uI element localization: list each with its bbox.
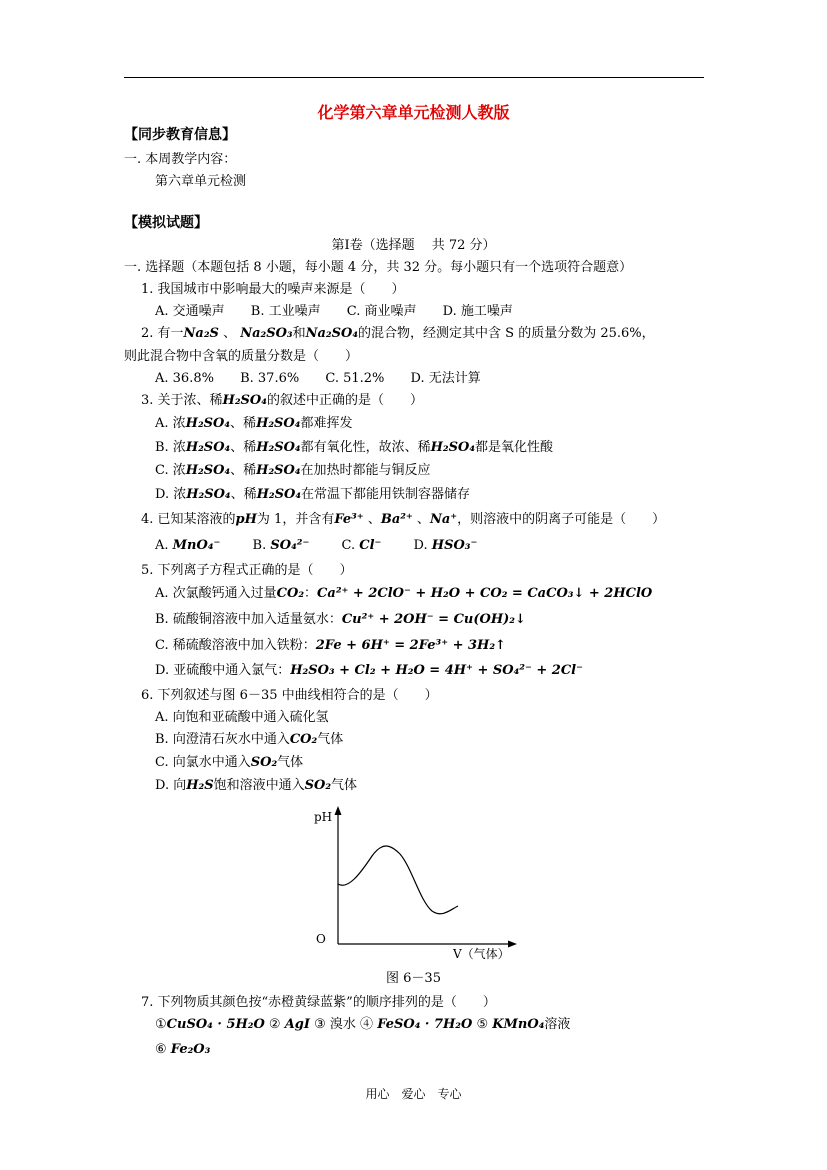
page-title: 化学第六章单元检测人教版: [317, 103, 510, 122]
q3-option-b: [155, 439, 553, 457]
q6-b-pre: B. 向澄清石灰水中通入: [155, 732, 290, 747]
q2-options: [155, 370, 481, 388]
q2-option-a: A. 36.8%: [155, 371, 214, 386]
q1-option-b: B. 工业噪声: [250, 304, 321, 319]
y-axis-arrow: [335, 806, 342, 815]
q3-c-pre: C. 浓: [155, 463, 186, 478]
q3-stem-a: 3. 关于浓、稀: [141, 393, 223, 408]
q1-stem: 1. 我国城市中影响最大的噪声来源是（ ）: [141, 282, 405, 297]
q2-formula-3: Na₂SO₄: [305, 326, 359, 341]
q2-option-b: B. 37.6%: [240, 371, 300, 386]
page-footer: 用心 爱心 专心: [365, 1087, 462, 1101]
q7-item-6: Fe₂O₃: [170, 1042, 211, 1057]
q5-b-equation: Cu²⁺ + 2OH⁻ = Cu(OH)₂↓: [341, 612, 526, 627]
q5-stem: 5. 下列离子方程式正确的是（ ）: [141, 563, 353, 578]
q3-b-pre: B. 浓: [155, 440, 186, 455]
q7-item-5-suffix: 溶液: [544, 1017, 571, 1032]
q4-sep-1: 、: [363, 512, 381, 527]
q4-label-c: C.: [341, 538, 356, 553]
section-info-header: 【同步教育信息】: [124, 127, 236, 143]
q3-b-formula-3: H₂SO₄: [430, 440, 476, 455]
ph-curve: [338, 846, 458, 914]
q5-a-colon: ：: [304, 586, 318, 601]
q5-c-equation: 2Fe + 6H⁺ = 2Fe³⁺ + 3H₂↑: [315, 638, 506, 653]
q3-option-d: [155, 486, 470, 504]
q3-b-formula-1: H₂SO₄: [185, 440, 231, 455]
q3-b-mid: 、稀: [230, 440, 257, 455]
q2-sep-1: 、: [218, 326, 241, 341]
q3-b-post: 都是氧化性酸: [475, 440, 554, 455]
q4-sep-2: 、: [412, 512, 430, 527]
q2-stem-b: 的混合物，经测定其中含 S 的质量分数为 25.6%，: [358, 326, 655, 341]
q5-option-c: [155, 637, 506, 655]
q7-items-line-1: [155, 1016, 570, 1034]
q3-formula: H₂SO₄: [222, 393, 267, 408]
q2-option-d: D. 无法计算: [410, 371, 481, 386]
q4-label-d: D.: [413, 538, 428, 553]
q3-option-a: [155, 415, 352, 433]
q7-num-6: ⑥: [155, 1042, 171, 1057]
q1-option-d: D. 施工噪声: [442, 304, 513, 319]
header-rule: [124, 77, 704, 78]
q3-b-formula-2: H₂SO₄: [256, 440, 301, 455]
q7-items-line-2: [155, 1041, 210, 1059]
q6-b-post: 气体: [317, 732, 344, 747]
q3-d-pre: D. 浓: [155, 487, 187, 502]
origin-label: O: [316, 932, 326, 946]
q5-c-text: C. 稀硫酸溶液中加入铁粉：: [155, 638, 316, 653]
q3-a-pre: A. 浓: [155, 416, 186, 431]
q3-d-formula-1: H₂SO₄: [186, 487, 231, 502]
q4-option-a: MnO₄⁻: [172, 538, 221, 553]
q5-a-equation: Ca²⁺ + 2ClO⁻ + H₂O + CO₂ = CaCO₃↓ + 2HClO: [317, 586, 653, 601]
section-quiz-header: 【模拟试题】: [124, 215, 208, 231]
q6-c-formula: SO₂: [250, 755, 278, 770]
q2-formula-1: Na₂S: [183, 326, 219, 341]
q4-option-c: Cl⁻: [359, 538, 382, 553]
q6-c-pre: C. 向氯水中通入: [155, 755, 251, 770]
q7-item-5: KMnO₄: [492, 1017, 545, 1032]
q5-a-formula: CO₂: [276, 586, 305, 601]
q3-c-post: 在加热时都能与铜反应: [300, 463, 431, 478]
y-axis-label: pH: [314, 810, 333, 824]
q4-formula-fe: Fe³⁺: [334, 512, 364, 527]
q3-c-formula-1: H₂SO₄: [185, 463, 231, 478]
q3-b-mid2: 都有氧化性，故浓、稀: [300, 440, 431, 455]
q5-a-text: A. 次氯酸钙通入过量: [155, 586, 277, 601]
q2-stem-a: 2. 有一: [141, 326, 184, 341]
q3-d-formula-2: H₂SO₄: [256, 487, 302, 502]
q5-b-text: B. 硫酸铜溶液中加入适量氨水：: [155, 612, 342, 627]
q2-sep-2: 和: [292, 326, 306, 341]
q4-stem-b: 为 1，并含有: [256, 512, 335, 527]
q6-d-formula-2: SO₂: [304, 778, 332, 793]
q4-label-a: A.: [155, 538, 169, 553]
q3-c-formula-2: H₂SO₄: [256, 463, 301, 478]
q4-stem-c: ，则溶液中的阴离子可能是（ ）: [457, 512, 666, 527]
q6-b-formula: CO₂: [289, 732, 318, 747]
q4-stem: [141, 511, 665, 529]
part1-intro: 一. 选择题（本题包括 8 小题，每小题 4 分，共 32 分。每小题只有一个选项符合题意）: [124, 260, 633, 275]
q4-option-b: SO₄²⁻: [270, 538, 310, 553]
q1-option-c: C. 商业噪声: [346, 304, 417, 319]
q3-a-mid: 、稀: [230, 416, 257, 431]
x-axis-label: V（气体）: [453, 947, 510, 961]
q4-options: [155, 537, 477, 555]
q4-formula-na: Na⁺: [429, 512, 458, 527]
q5-option-b: [155, 611, 526, 629]
q4-option-d: HSO₃⁻: [431, 538, 478, 553]
q1-option-a: A. 交通噪声: [155, 304, 225, 319]
q3-c-mid: 、稀: [230, 463, 257, 478]
q3-stem-b: 的叙述中正确的是（ ）: [266, 393, 423, 408]
q6-option-c: [155, 754, 303, 772]
q5-option-d: [155, 662, 583, 680]
q3-a-post: 都难挥发: [300, 416, 353, 431]
q6-stem: 6. 下列叙述与图 6－35 中曲线相符合的是（ ）: [141, 688, 438, 703]
q7-num-1: ①: [155, 1017, 167, 1032]
q6-option-a: A. 向饱和亚硫酸中通入硫化氢: [155, 710, 329, 725]
q5-d-equation: H₂SO₃ + Cl₂ + H₂O = 4H⁺ + SO₄²⁻ + 2Cl⁻: [290, 663, 583, 678]
q4-formula-ba: Ba²⁺: [380, 512, 413, 527]
q7-num-5: ⑤: [472, 1017, 493, 1032]
q7-stem: 7. 下列物质其颜色按“赤橙黄绿蓝紫”的顺序排列的是（ ）: [141, 995, 496, 1010]
q6-d-post: 气体: [331, 778, 358, 793]
q6-option-d: [155, 777, 357, 795]
content-label: 一. 本周教学内容：: [124, 152, 237, 167]
q3-stem: [141, 392, 423, 410]
q2-stem-c: 则此混合物中含氧的质量分数是（ ）: [124, 349, 359, 364]
q7-item-2: AgI: [284, 1017, 310, 1032]
figure-caption: 图 6－35: [386, 971, 441, 986]
q2-formula-2: Na₂SO₃: [240, 326, 293, 341]
q1-options: [155, 303, 513, 321]
q2-stem: [141, 325, 655, 343]
q3-d-mid: 、稀: [230, 487, 257, 502]
q6-c-post: 气体: [277, 755, 304, 770]
q7-num-4: ④: [355, 1017, 378, 1032]
q6-d-mid: 饱和溶液中通入: [213, 778, 305, 793]
q7-item-4: FeSO₄ · 7H₂O: [377, 1017, 473, 1032]
q2-option-c: C. 51.2%: [325, 371, 385, 386]
figure-6-35: [310, 806, 520, 966]
q3-d-post: 在常温下都能用铁制容器储存: [301, 487, 471, 502]
q5-d-text: D. 亚硫酸中通入氯气：: [155, 663, 291, 678]
q4-label-b: B.: [252, 538, 267, 553]
q4-formula-ph: pH: [235, 512, 257, 527]
q5-option-a: [155, 585, 652, 603]
q6-option-b: [155, 731, 343, 749]
q3-option-c: [155, 462, 431, 480]
q7-num-3: ③: [309, 1017, 330, 1032]
q3-a-formula-1: H₂SO₄: [185, 416, 231, 431]
part1-header: 第Ⅰ卷（选择题 共 72 分）: [331, 238, 496, 253]
q7-item-1: CuSO₄ · 5H₂O: [166, 1017, 265, 1032]
q7-num-2: ②: [264, 1017, 285, 1032]
content-value: 第六章单元检测: [155, 174, 247, 189]
q3-a-formula-2: H₂SO₄: [256, 416, 301, 431]
q6-d-formula-1: H₂S: [186, 778, 214, 793]
q6-d-pre: D. 向: [155, 778, 187, 793]
q7-item-3: 溴水: [329, 1017, 356, 1032]
q4-stem-a: 4. 已知某溶液的: [141, 512, 236, 527]
